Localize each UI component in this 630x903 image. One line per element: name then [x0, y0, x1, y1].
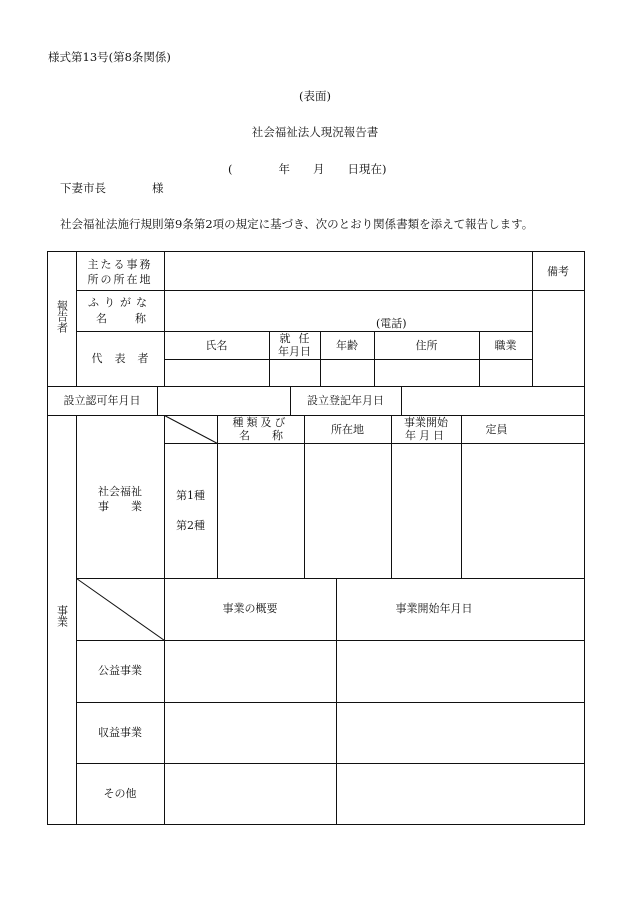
col-kind-name	[217, 416, 304, 442]
business-group-label	[55, 605, 69, 627]
col-address: 住所	[415, 339, 438, 352]
office-address-label	[76, 257, 164, 287]
col-kind-line2: 名称	[239, 429, 305, 442]
office-address-label-line1: 主たる事務	[87, 258, 153, 271]
furigana-label: ふりがな	[88, 296, 152, 309]
type2-label: 第2種	[176, 519, 205, 532]
public-business-label: 公益事業	[98, 664, 142, 677]
start-date-header: 事業開始年月日	[395, 602, 473, 615]
reporter-group-label	[55, 300, 69, 333]
document-title: 社会福祉法人現況報告書	[251, 125, 379, 139]
other-business-label: その他	[103, 787, 137, 800]
side-label: (表面)	[299, 89, 331, 103]
org-name-label: 名称	[96, 312, 174, 325]
col-tenure-line1: 就任	[279, 332, 318, 345]
col-occupation: 職業	[494, 339, 517, 352]
addressee: 下妻市長 様	[60, 181, 164, 195]
form-number: 様式第13号(第8条関係)	[48, 50, 171, 64]
date-line: ( 年 月 日現在)	[228, 162, 387, 176]
welfare-business-line1: 社会福祉	[98, 485, 142, 498]
welfare-business-line2: 事業	[98, 500, 164, 513]
profit-business-label: 収益事業	[98, 726, 142, 739]
business-group-text: 事業	[55, 605, 69, 627]
remarks-label: 備考	[547, 265, 569, 278]
col-location: 所在地	[331, 423, 364, 436]
reporter-group-text: 報告者	[55, 300, 69, 333]
statement: 社会福祉法施行規則第9条第2項の規定に基づき、次のとおり関係書類を添えて報告します。	[60, 217, 534, 231]
representative-label: 代表者	[91, 352, 161, 365]
col-start-line1: 事業開始	[404, 416, 448, 429]
col-start-line2: 年月日	[405, 429, 447, 442]
phone-label: (電話)	[376, 317, 407, 330]
approval-date-label: 設立認可年月日	[63, 394, 141, 407]
col-tenure-line2: 年月日	[278, 345, 311, 358]
col-age: 年齢	[336, 339, 358, 352]
col-tenure-date	[269, 332, 320, 358]
welfare-business-label	[76, 484, 164, 514]
col-start-date	[391, 416, 461, 442]
col-kind-line1: 種類及び	[232, 416, 289, 429]
type1-label: 第1種	[176, 489, 205, 502]
registration-date-label: 設立登記年月日	[307, 394, 384, 407]
col-capacity: 定員	[485, 423, 508, 436]
col-rep-name: 氏名	[205, 339, 228, 352]
office-address-label-line2: 所の所在地	[87, 273, 153, 286]
overview-header: 事業の概要	[222, 602, 278, 615]
